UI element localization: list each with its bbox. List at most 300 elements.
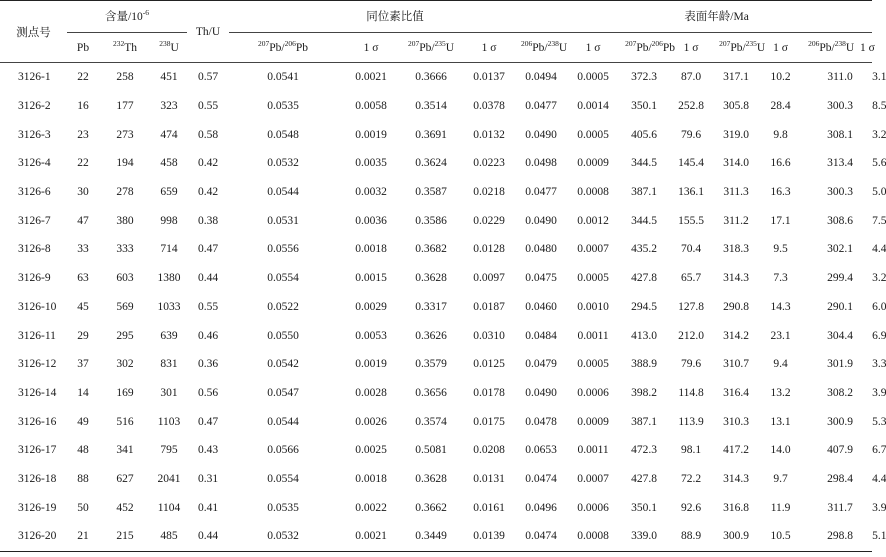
table-row: 3126-9 63 603 1380 0.44 0.0554 0.0015 0.3628 0.0097 0.0475 0.0005 427.8 65.7 314.3 7.3 299.4 3.2 (0, 264, 872, 293)
cell-pb: 45 (77, 300, 89, 313)
sigma-6: 1 σ (859, 41, 875, 54)
a2-b: Pb/ (730, 41, 746, 54)
table-row: 3126-17 48 341 795 0.43 0.0566 0.0025 0.5081 0.0208 0.0653 0.0011 472.3 98.1 417.2 14.0 407.9 6.7 (0, 436, 872, 465)
table-row: 3126-7 47 380 998 0.38 0.0531 0.0036 0.3586 0.0229 0.0490 0.0012 344.5 155.5 311.2 17.1 308.6 7.5 (0, 206, 872, 235)
cell-ratio-pb207-u235: 0.3586 (415, 214, 447, 227)
cell-age-sigma-2: 10.5 (770, 530, 791, 543)
cell-ratio-pb207-u235: 0.3628 (415, 472, 447, 485)
cell-pb: 37 (77, 358, 89, 371)
cell-th232: 258 (116, 71, 134, 84)
cell-th-u: 0.55 (197, 100, 219, 113)
r2-d: U (445, 41, 455, 54)
cell-age-pb206-u238: 308.6 (827, 214, 854, 227)
cell-u238: 714 (160, 243, 178, 256)
header-age-pb206-u238-and-sigma (808, 33, 875, 63)
cell-ratio-sigma-2: 0.0187 (473, 300, 505, 313)
cell-age-pb207-u235: 300.9 (723, 530, 749, 543)
cell-point-id: 3126-16 (18, 415, 57, 428)
cell-ratio-sigma-2: 0.0208 (473, 444, 505, 457)
cell-th-u: 0.36 (197, 358, 219, 371)
cell-u238: 485 (160, 530, 178, 543)
sigma-4: 1 σ (683, 41, 699, 54)
cell-ratio-pb207-pb206: 0.0535 (267, 501, 299, 514)
cell-age-pb206-u238: 301.9 (827, 358, 854, 371)
cell-ratio-sigma-1: 0.0018 (355, 472, 387, 485)
cell-age-pb207-u235: 290.8 (723, 300, 749, 313)
cell-ratio-sigma-1: 0.0035 (355, 157, 387, 170)
header-th232-sup: 232 (112, 38, 125, 48)
a3-b: Pb/ (819, 41, 835, 54)
r3-d: U (558, 41, 568, 54)
r1-d: Pb (295, 41, 309, 54)
cell-pb: 14 (77, 386, 89, 399)
cell-point-id: 3126-2 (18, 100, 51, 113)
cell-ratio-sigma-1: 0.0022 (355, 501, 387, 514)
cell-ratio-pb207-pb206: 0.0535 (267, 100, 299, 113)
cell-ratio-sigma-2: 0.0132 (473, 128, 505, 141)
cell-ratio-pb206-u238: 0.0490 (525, 386, 557, 399)
sigma-2: 1 σ (481, 41, 497, 54)
cell-ratio-sigma-3: 0.0011 (577, 329, 609, 342)
r1-sup-c: 206 (284, 38, 296, 48)
cell-ratio-sigma-3: 0.0005 (577, 128, 609, 141)
cell-ratio-sigma-1: 0.0021 (355, 71, 387, 84)
cell-ratio-pb207-u235: 0.5081 (415, 444, 447, 457)
cell-age-sigma-1: 212.0 (678, 329, 704, 342)
cell-age-pb207-pb206: 350.1 (631, 501, 657, 514)
cell-ratio-pb207-pb206: 0.0532 (267, 157, 299, 170)
cell-age-sigma-1: 79.6 (681, 128, 702, 141)
cell-age-pb206-u238: 299.4 (827, 272, 854, 285)
cell-ratio-pb206-u238: 0.0484 (525, 329, 557, 342)
header-age-pb207-u235 (719, 33, 766, 63)
cell-age-sigma-1: 70.4 (681, 243, 702, 256)
cell-age-sigma-1: 87.0 (681, 71, 702, 84)
cell-ratio-sigma-1: 0.0019 (355, 358, 387, 371)
a1-sup-c: 206 (651, 38, 663, 48)
header-th-u-text: Th/U (195, 25, 221, 38)
header-ratio-pb207-pb206 (229, 33, 337, 63)
cell-age-sigma-1: 79.6 (681, 358, 702, 371)
cell-ratio-sigma-3: 0.0012 (577, 214, 609, 227)
header-u238 (151, 33, 187, 63)
cell-point-id: 3126-7 (18, 214, 51, 227)
table-row: 3126-19 50 452 1104 0.41 0.0535 0.0022 0.3662 0.0161 0.0496 0.0006 350.1 92.6 316.8 11.9 311.7 3.9 (0, 493, 872, 522)
cell-u238: 1104 (157, 501, 181, 514)
cell-pb: 23 (77, 128, 89, 141)
header-pb-text: Pb (76, 41, 90, 54)
cell-age-sigma-2: 9.7 (773, 472, 788, 485)
cell-u238: 659 (160, 186, 178, 199)
cell-ratio-sigma-2: 0.0178 (473, 386, 505, 399)
cell-age-pb207-u235: 310.7 (723, 358, 749, 371)
cell-point-id: 3126-14 (18, 386, 57, 399)
cell-pb: 88 (77, 472, 89, 485)
cell-th-u: 0.46 (197, 329, 219, 342)
cell-age-sigma-1: 113.9 (678, 415, 704, 428)
cell-age-sigma-2: 9.5 (773, 243, 788, 256)
cell-ratio-pb206-u238: 0.0490 (525, 214, 557, 227)
cell-ratio-sigma-2: 0.0223 (473, 157, 505, 170)
cell-ratio-pb206-u238: 0.0490 (525, 128, 557, 141)
cell-ratio-pb206-u238: 0.0477 (525, 100, 557, 113)
cell-age-pb207-pb206: 472.3 (631, 444, 657, 457)
cell-age-pb206-u238: 308.2 (827, 386, 854, 399)
cell-point-id: 3126-12 (18, 358, 57, 371)
cell-age-sigma-2: 14.0 (770, 444, 791, 457)
header-ratio-pb207-u235 (405, 33, 457, 63)
table-row: 3126-6 30 278 659 0.42 0.0544 0.0032 0.3587 0.0218 0.0477 0.0008 387.1 136.1 311.3 16.3 300.3 5.0 (0, 178, 872, 207)
table-row: 3126-20 21 215 485 0.44 0.0532 0.0021 0.3449 0.0139 0.0474 0.0008 339.0 88.9 300.9 10.5 298.8 5.1 (0, 522, 872, 551)
cell-age-sigma-1: 145.4 (678, 157, 704, 170)
cell-age-pb207-pb206: 387.1 (631, 186, 657, 199)
sigma-5: 1 σ (773, 41, 788, 54)
cell-ratio-pb207-u235: 0.3626 (415, 329, 447, 342)
cell-ratio-sigma-1: 0.0028 (355, 386, 387, 399)
cell-th232: 194 (116, 157, 134, 170)
cell-ratio-pb207-u235: 0.3628 (415, 272, 447, 285)
cell-age-sigma-2: 9.8 (773, 128, 788, 141)
cell-ratio-pb207-u235: 0.3579 (415, 358, 447, 371)
cell-age-pb207-pb206: 405.6 (631, 128, 657, 141)
cell-age-pb206-u238: 304.4 (827, 329, 854, 342)
header-th232 (99, 33, 151, 63)
a3-sup-a: 206 (808, 38, 820, 48)
cell-ratio-pb206-u238: 0.0475 (525, 272, 557, 285)
cell-th232: 273 (116, 128, 134, 141)
cell-ratio-pb207-u235: 0.3662 (415, 501, 447, 514)
cell-age-sigma-1: 136.1 (678, 186, 704, 199)
cell-point-id: 3126-1 (18, 71, 51, 84)
header-content-exponent: -6 (142, 7, 149, 17)
cell-u238: 795 (160, 444, 178, 457)
r2-sup-c: 235 (434, 38, 446, 48)
cell-age-sigma-1: 65.7 (681, 272, 702, 285)
cell-pb: 49 (77, 415, 89, 428)
cell-pb: 29 (77, 329, 89, 342)
a1-b: Pb/ (636, 41, 652, 54)
cell-ratio-sigma-1: 0.0036 (355, 214, 387, 227)
cell-u238: 301 (160, 386, 178, 399)
r1-b: Pb/ (269, 41, 285, 54)
cell-ratio-sigma-2: 0.0310 (473, 329, 505, 342)
cell-ratio-pb206-u238: 0.0477 (525, 186, 557, 199)
cell-age-pb206-u238: 313.4 (827, 157, 854, 170)
cell-ratio-sigma-2: 0.0139 (473, 530, 505, 543)
cell-ratio-sigma-2: 0.0218 (473, 186, 505, 199)
cell-age-pb207-u235: 314.0 (723, 157, 749, 170)
cell-age-sigma-2: 13.2 (770, 386, 791, 399)
a3-d: U (845, 41, 855, 54)
cell-ratio-pb206-u238: 0.0474 (525, 472, 557, 485)
cell-u238: 474 (160, 128, 178, 141)
cell-th-u: 0.41 (197, 501, 219, 514)
cell-ratio-pb206-u238: 0.0653 (525, 444, 557, 457)
cell-pb: 33 (77, 243, 89, 256)
cell-age-sigma-1: 92.6 (681, 501, 702, 514)
table-row: 3126-10 45 569 1033 0.55 0.0522 0.0029 0.3317 0.0187 0.0460 0.0010 294.5 127.8 290.8 14.3 290.1 6.0 (0, 293, 872, 322)
table-header (0, 1, 875, 63)
cell-age-pb207-pb206: 344.5 (631, 214, 657, 227)
cell-ratio-pb206-u238: 0.0478 (525, 415, 557, 428)
cell-age-pb207-pb206: 388.9 (631, 358, 657, 371)
cell-ratio-pb207-u235: 0.3624 (415, 157, 447, 170)
cell-ratio-pb206-u238: 0.0498 (525, 157, 557, 170)
cell-th232: 452 (116, 501, 134, 514)
table-row: 3126-11 29 295 639 0.46 0.0550 0.0053 0.3626 0.0310 0.0484 0.0011 413.0 212.0 314.2 23.1 304.4 6.9 (0, 321, 872, 350)
cell-ratio-sigma-3: 0.0005 (577, 272, 609, 285)
cell-ratio-pb207-pb206: 0.0522 (267, 300, 299, 313)
cell-th232: 169 (116, 386, 134, 399)
cell-u238: 1103 (157, 415, 181, 428)
cell-ratio-sigma-3: 0.0007 (577, 472, 609, 485)
cell-ratio-sigma-2: 0.0229 (473, 214, 505, 227)
table-row: 3126-16 49 516 1103 0.47 0.0544 0.0026 0.3574 0.0175 0.0478 0.0009 387.1 113.9 310.3 13.1 300.9 5.3 (0, 407, 872, 436)
header-ratio-pb206-u238 (521, 33, 568, 63)
cell-th232: 215 (116, 530, 134, 543)
cell-age-sigma-1: 88.9 (681, 530, 702, 543)
cell-pb: 22 (77, 157, 89, 170)
cell-age-sigma-2: 23.1 (770, 329, 791, 342)
cell-ratio-pb207-u235: 0.3574 (415, 415, 447, 428)
cell-ratio-sigma-3: 0.0010 (577, 300, 609, 313)
cell-ratio-sigma-3: 0.0014 (577, 100, 609, 113)
cell-ratio-sigma-2: 0.0128 (473, 243, 505, 256)
cell-th-u: 0.56 (197, 386, 219, 399)
cell-u238: 998 (160, 214, 178, 227)
cell-ratio-pb206-u238: 0.0494 (525, 71, 557, 84)
cell-age-sigma-2: 9.4 (773, 358, 788, 371)
cell-age-sigma-1: 98.1 (681, 444, 702, 457)
table-row: 3126-8 33 333 714 0.47 0.0556 0.0018 0.3682 0.0128 0.0480 0.0007 435.2 70.4 318.3 9.5 302.1 4.4 (0, 235, 872, 264)
cell-ratio-sigma-2: 0.0097 (473, 272, 505, 285)
cell-th232: 177 (116, 100, 134, 113)
cell-u238: 451 (160, 71, 178, 84)
cell-age-sigma-2: 16.3 (770, 186, 791, 199)
cell-age-pb207-u235: 311.2 (723, 214, 749, 227)
cell-ratio-pb207-u235: 0.3449 (415, 530, 447, 543)
cell-ratio-sigma-2: 0.0378 (473, 100, 505, 113)
cell-th-u: 0.38 (197, 214, 219, 227)
cell-ratio-sigma-2: 0.0125 (473, 358, 505, 371)
cell-ratio-sigma-3: 0.0008 (577, 186, 609, 199)
a1-sup-a: 207 (625, 38, 637, 48)
cell-age-pb207-pb206: 398.2 (631, 386, 657, 399)
cell-age-sigma-2: 10.2 (770, 71, 791, 84)
cell-u238: 458 (160, 157, 178, 170)
cell-th-u: 0.55 (197, 300, 219, 313)
cell-ratio-sigma-1: 0.0015 (355, 272, 387, 285)
cell-age-sigma-2: 11.9 (770, 501, 791, 514)
cell-pb: 22 (77, 71, 89, 84)
header-age-text: 表面年龄/Ma (684, 10, 749, 23)
cell-age-sigma-1: 252.8 (678, 100, 704, 113)
cell-ratio-pb207-pb206: 0.0531 (267, 214, 299, 227)
cell-th-u: 0.44 (197, 272, 219, 285)
cell-u238: 1033 (157, 300, 181, 313)
cell-ratio-sigma-1: 0.0026 (355, 415, 387, 428)
table-row: 3126-4 22 194 458 0.42 0.0532 0.0035 0.3624 0.0223 0.0498 0.0009 344.5 145.4 314.0 16.6 313.4 5.6 (0, 149, 872, 178)
cell-age-sigma-2: 14.3 (770, 300, 791, 313)
header-point-id (0, 1, 67, 63)
cell-th-u: 0.42 (197, 186, 219, 199)
cell-th232: 627 (116, 472, 134, 485)
cell-ratio-pb206-u238: 0.0460 (525, 300, 557, 313)
table-row: 3126-18 88 627 2041 0.31 0.0554 0.0018 0.3628 0.0131 0.0474 0.0007 427.8 72.2 314.3 9.7 298.4 4.4 (0, 465, 872, 494)
sigma-3: 1 σ (585, 41, 601, 54)
cell-age-sigma-2: 17.1 (770, 214, 791, 227)
cell-age-sigma-1: 72.2 (681, 472, 702, 485)
header-age-group (561, 1, 872, 33)
cell-point-id: 3126-19 (18, 501, 57, 514)
cell-age-pb207-u235: 305.8 (723, 100, 749, 113)
cell-ratio-sigma-3: 0.0006 (577, 386, 609, 399)
r2-b: Pb/ (419, 41, 435, 54)
cell-pb: 63 (77, 272, 89, 285)
header-u238-sup: 238 (159, 38, 171, 48)
table-row: 3126-1 22 258 451 0.57 0.0541 0.0021 0.3666 0.0137 0.0494 0.0005 372.3 87.0 317.1 10.2 311.0 3.1 (0, 63, 872, 92)
cell-ratio-pb206-u238: 0.0496 (525, 501, 557, 514)
cell-age-pb206-u238: 308.1 (827, 128, 854, 141)
cell-ratio-sigma-3: 0.0005 (577, 358, 609, 371)
cell-age-pb207-pb206: 372.3 (631, 71, 657, 84)
header-ratio-sigma-2 (457, 33, 521, 63)
cell-pb: 47 (77, 214, 89, 227)
cell-point-id: 3126-20 (18, 530, 57, 543)
cell-point-id: 3126-9 (18, 272, 51, 285)
cell-pb: 21 (77, 530, 89, 543)
cell-ratio-sigma-1: 0.0021 (355, 530, 387, 543)
cell-point-id: 3126-8 (18, 243, 51, 256)
cell-age-pb207-pb206: 413.0 (631, 329, 657, 342)
cell-age-pb206-u238: 407.9 (827, 444, 854, 457)
cell-pb: 30 (77, 186, 89, 199)
cell-age-pb207-u235: 314.3 (723, 472, 749, 485)
cell-th-u: 0.58 (197, 128, 219, 141)
header-age-pb207-pb206 (625, 33, 676, 63)
header-th232-text: Th (124, 41, 138, 54)
cell-ratio-sigma-2: 0.0175 (473, 415, 505, 428)
cell-age-pb206-u238: 298.8 (827, 530, 854, 543)
cell-th232: 278 (116, 186, 134, 199)
cell-point-id: 3126-18 (18, 472, 57, 485)
header-ratio-sigma-3 (558, 33, 625, 63)
cell-th-u: 0.47 (197, 415, 219, 428)
cell-age-pb207-pb206: 435.2 (631, 243, 657, 256)
r2-sup-a: 207 (407, 38, 420, 48)
cell-ratio-sigma-3: 0.0006 (577, 501, 609, 514)
cell-age-sigma-2: 7.3 (773, 272, 788, 285)
r3-b: Pb/ (532, 41, 548, 54)
cell-th232: 569 (116, 300, 134, 313)
cell-age-pb206-u238: 290.1 (827, 300, 854, 313)
cell-age-pb207-u235: 310.3 (723, 415, 749, 428)
r1-sup-a: 207 (258, 38, 270, 48)
cell-ratio-pb206-u238: 0.0479 (525, 358, 557, 371)
a2-sup-c: 235 (745, 38, 757, 48)
header-ratio-sigma-1 (337, 33, 405, 63)
cell-ratio-pb207-u235: 0.3514 (415, 100, 447, 113)
cell-point-id: 3126-17 (18, 444, 57, 457)
cell-ratio-sigma-1: 0.0018 (355, 243, 387, 256)
cell-th232: 333 (116, 243, 134, 256)
cell-age-pb207-pb206: 294.5 (631, 300, 657, 313)
cell-th232: 295 (116, 329, 134, 342)
cell-ratio-pb207-pb206: 0.0544 (267, 415, 299, 428)
table-row: 3126-14 14 169 301 0.56 0.0547 0.0028 0.3656 0.0178 0.0490 0.0006 398.2 114.8 316.4 13.2 308.2 3.9 (0, 379, 872, 408)
cell-ratio-pb207-pb206: 0.0566 (267, 444, 299, 457)
cell-ratio-pb207-pb206: 0.0542 (267, 358, 299, 371)
table-row: 3126-2 16 177 323 0.55 0.0535 0.0058 0.3514 0.0378 0.0477 0.0014 350.1 252.8 305.8 28.4 300.3 8.5 (0, 92, 872, 121)
cell-ratio-pb206-u238: 0.0474 (525, 530, 557, 543)
cell-point-id: 3126-4 (18, 157, 51, 170)
cell-age-pb207-u235: 319.0 (723, 128, 749, 141)
cell-ratio-sigma-3: 0.0007 (577, 243, 609, 256)
cell-ratio-sigma-2: 0.0131 (473, 472, 505, 485)
cell-age-pb207-u235: 318.3 (723, 243, 749, 256)
cell-ratio-pb207-u235: 0.3682 (415, 243, 447, 256)
cell-ratio-pb207-u235: 0.3666 (415, 71, 447, 84)
header-u238-text: U (170, 41, 179, 54)
cell-ratio-sigma-1: 0.0053 (355, 329, 387, 342)
a2-sup-a: 207 (719, 38, 731, 48)
cell-age-pb207-u235: 311.3 (723, 186, 749, 199)
cell-u238: 1380 (157, 272, 181, 285)
cell-age-pb207-u235: 314.2 (723, 329, 749, 342)
cell-age-pb207-pb206: 339.0 (631, 530, 657, 543)
cell-ratio-pb207-pb206: 0.0554 (267, 472, 299, 485)
cell-ratio-pb207-pb206: 0.0547 (267, 386, 299, 399)
cell-ratio-pb206-u238: 0.0480 (525, 243, 557, 256)
header-content-text: 含量/10 (105, 10, 143, 23)
cell-th-u: 0.31 (197, 472, 219, 485)
cell-age-pb206-u238: 300.3 (827, 100, 854, 113)
a3-sup-c: 238 (834, 38, 846, 48)
cell-th232: 516 (116, 415, 134, 428)
cell-age-pb207-u235: 316.8 (723, 501, 749, 514)
cell-ratio-pb207-pb206: 0.0548 (267, 128, 299, 141)
cell-age-pb206-u238: 311.7 (827, 501, 853, 514)
cell-pb: 16 (77, 100, 89, 113)
r3-sup-c: 238 (547, 38, 559, 48)
table-row: 3126-12 37 302 831 0.36 0.0542 0.0019 0.3579 0.0125 0.0479 0.0005 388.9 79.6 310.7 9.4 301.9 3.3 (0, 350, 872, 379)
cell-age-pb207-pb206: 350.1 (631, 100, 657, 113)
cell-th-u: 0.42 (197, 157, 219, 170)
cell-age-pb206-u238: 302.1 (827, 243, 854, 256)
cell-u238: 639 (160, 329, 178, 342)
cell-ratio-pb207-pb206: 0.0544 (267, 186, 299, 199)
cell-ratio-sigma-2: 0.0137 (473, 71, 505, 84)
cell-age-pb207-u235: 314.3 (723, 272, 749, 285)
cell-age-sigma-2: 28.4 (770, 100, 791, 113)
cell-age-pb207-pb206: 344.5 (631, 157, 657, 170)
cell-pb: 48 (77, 444, 89, 457)
cell-th232: 603 (116, 272, 134, 285)
cell-point-id: 3126-10 (18, 300, 57, 313)
cell-ratio-sigma-2: 0.0161 (473, 501, 505, 514)
cell-ratio-sigma-1: 0.0058 (355, 100, 387, 113)
cell-u238: 323 (160, 100, 178, 113)
cell-ratio-pb207-u235: 0.3691 (415, 128, 447, 141)
cell-ratio-pb207-u235: 0.3656 (415, 386, 447, 399)
cell-ratio-sigma-3: 0.0005 (577, 71, 609, 84)
cell-age-sigma-1: 127.8 (678, 300, 704, 313)
cell-ratio-sigma-3: 0.0009 (577, 157, 609, 170)
cell-age-sigma-2: 13.1 (770, 415, 791, 428)
cell-ratio-sigma-3: 0.0008 (577, 530, 609, 543)
cell-th-u: 0.57 (197, 71, 219, 84)
cell-ratio-sigma-1: 0.0032 (355, 186, 387, 199)
